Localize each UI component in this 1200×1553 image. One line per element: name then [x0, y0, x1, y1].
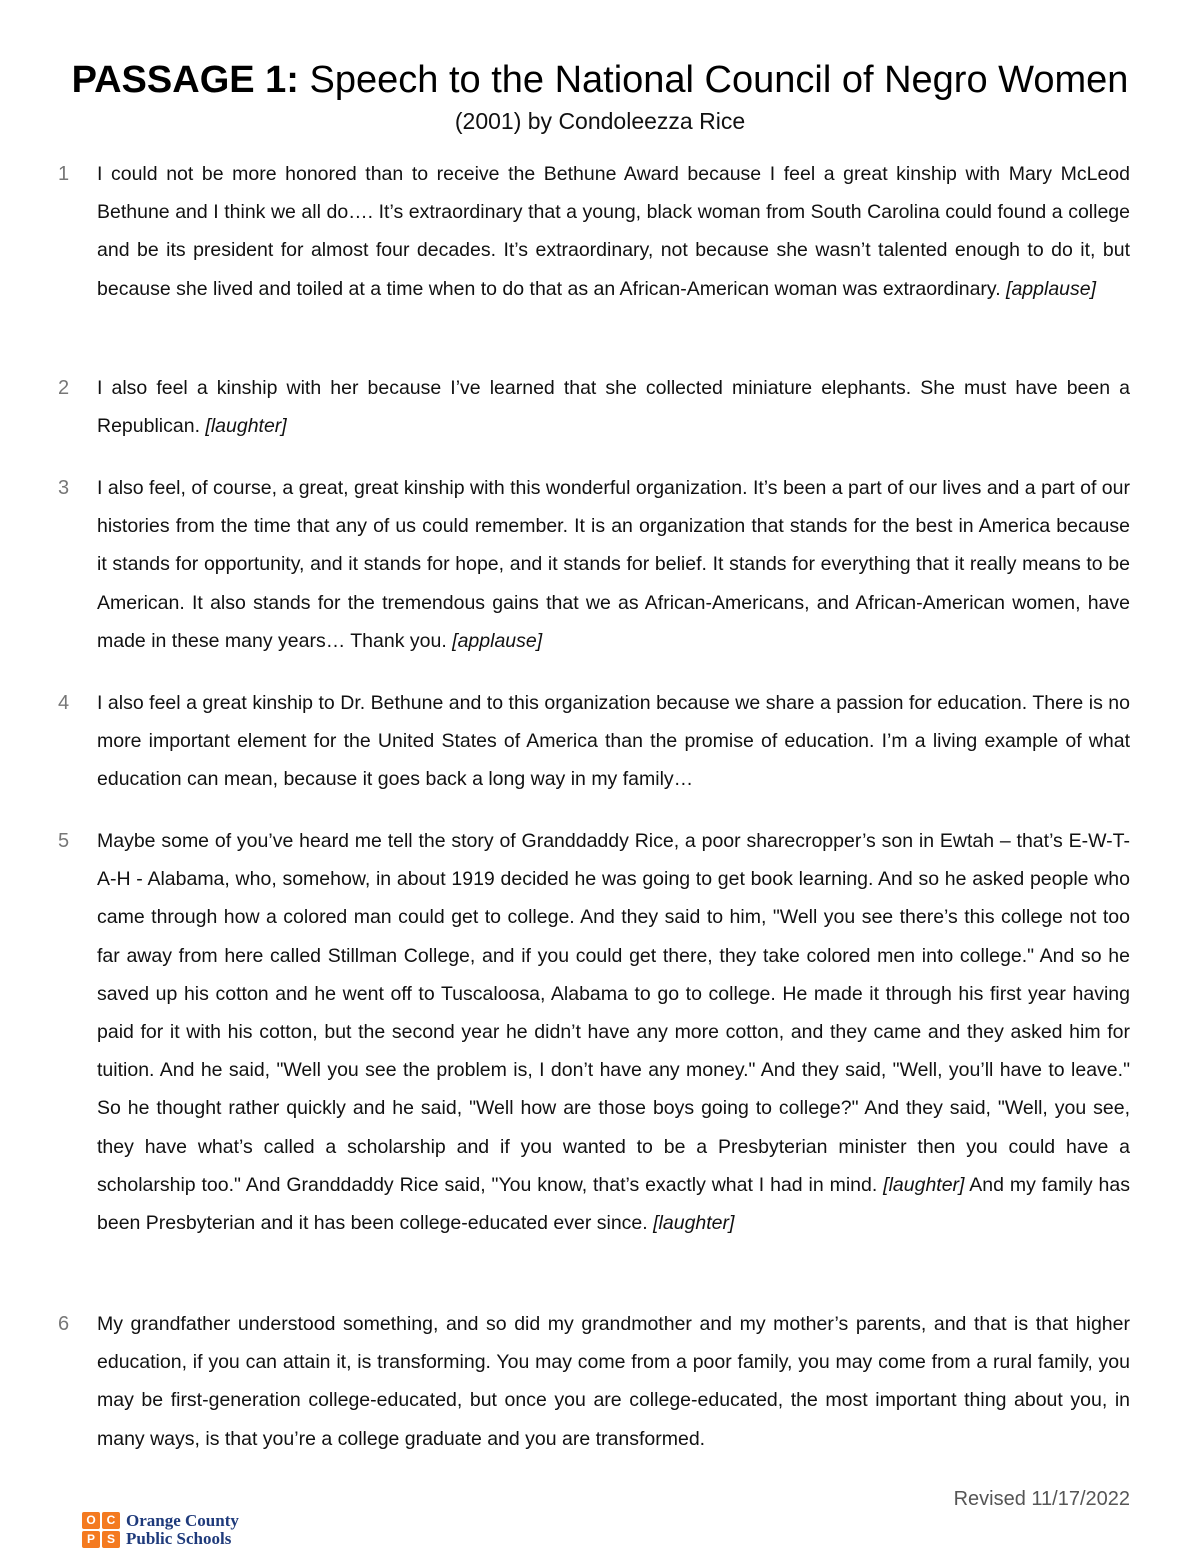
paragraph-5	[58, 822, 1130, 1242]
audience-cue: [laughter]	[205, 415, 287, 438]
paragraph-text	[97, 369, 1130, 445]
paragraph-text	[97, 684, 1130, 799]
ocps-logo-icon: O C P S	[82, 1512, 120, 1548]
paragraph-body: I also feel a great kinship to Dr. Bethune and to this organization because we share a passion for education. There is no more important element for the United States of America than the promise of education. I’m a living example of what education can mean, because it goes back a long way in my family…	[97, 692, 1130, 791]
ocps-logo	[82, 1512, 239, 1548]
paragraph-number: 6	[58, 1313, 70, 1335]
paragraph-body: I could not be more honored than to receive the Bethune Award because I feel a great kinship with Mary McLeod Bethune and I think we all do…. It’s extraordinary that a young, black woman from South Carolina could found a college and be its president for almost four decades. It’s extraordinary, not because she wasn’t talented enough to do it, but because she lived and toiled at a time when to do that as an African-American woman was extraordinary.	[97, 163, 1130, 300]
revision-date: Revised 11/17/2022	[953, 1488, 1130, 1510]
paragraph-6	[58, 1305, 1130, 1458]
audience-cue: [applause]	[452, 629, 543, 652]
paragraph-2	[58, 369, 1130, 445]
audience-cue: [applause]	[1006, 277, 1097, 300]
page-header	[0, 58, 1200, 136]
ocps-logo-text: Orange County Public Schools	[126, 1511, 239, 1548]
paragraph-number: 4	[58, 692, 70, 714]
page-title	[0, 58, 1200, 102]
audience-cue: [laughter]	[883, 1173, 965, 1196]
paragraph-body: I also feel, of course, a great, great kinship with this wonderful organization. It’s been a part of our lives and a part of our histories from the time that any of us could remember. It is an organization that stands for the best in America because it stands for opportunity, and it stands for hope, and it stands for belief. It stands for everything that it really means to be American. It also stands for the tremendous gains that we as African-Americans, and African-American women, have made in these many years… Thank you.	[97, 477, 1130, 652]
page-subtitle: (2001) by Condoleezza Rice	[454, 108, 746, 134]
paragraph-number: 2	[58, 377, 70, 399]
paragraph-number: 3	[58, 477, 70, 499]
paragraph-number: 1	[58, 163, 70, 185]
paragraph-3	[58, 469, 1130, 660]
paragraph-body-continued: And my family has been Presbyterian and it has been college-educated ever since.	[97, 1173, 1130, 1235]
paragraph-1	[58, 155, 1130, 308]
paragraph-number: 5	[58, 830, 70, 852]
paragraph-body: My grandfather understood something, and so did my grandmother and my mother’s parents, and that is that higher education, if you can attain it, is transforming. You may come from a poor family, you may come from a rural family, you may be first-generation college-educated, but once you are college-educated, the most important thing about you, in many ways, is that you’re a college graduate and you are transformed.	[97, 1313, 1130, 1450]
audience-cue: [laughter]	[653, 1212, 735, 1235]
paragraph-4	[58, 684, 1130, 799]
paragraph-body: I also feel a kinship with her because I’ve learned that she collected miniature elephants. She must have been a Republican.	[97, 377, 1130, 438]
paragraph-text	[97, 469, 1130, 660]
speech-title: Speech to the National Council of Negro Women	[298, 59, 1129, 101]
paragraph-text	[97, 155, 1130, 308]
paragraph-text	[97, 822, 1130, 1242]
paragraph-text	[97, 1305, 1130, 1458]
passage-label: PASSAGE 1:	[71, 59, 299, 101]
paragraph-body: Maybe some of you’ve heard me tell the story of Granddaddy Rice, a poor sharecropper’s son in Ewtah – that’s E-W-T-A-H - Alabama, who, somehow, in about 1919 decided he was going to get book learning. And so he asked people who came through how a colored man could get to college. And they said to him, "Well you see there’s this college not too far away from here called Stillman College, and if you could get there, they take colored men into college." And so he saved up his cotton and he went off to Tuscaloosa, Alabama to go to college. He made it through his first year having paid for it with his cotton, but the second year he didn’t have any more cotton, and they came and they asked him for tuition. And he said, "Well you see the problem is, I don’t have any money." And they said, "Well, you’ll have to leave." So he thought rather quickly and he said, "Well how are those boys going to college?" And they said, "Well, you see, they have what’s called a scholarship and if you wanted to be a Presbyterian minister then you could have a scholarship too." And Granddaddy Rice said, "You know, that’s exactly what I had in mind.	[97, 830, 1130, 1196]
